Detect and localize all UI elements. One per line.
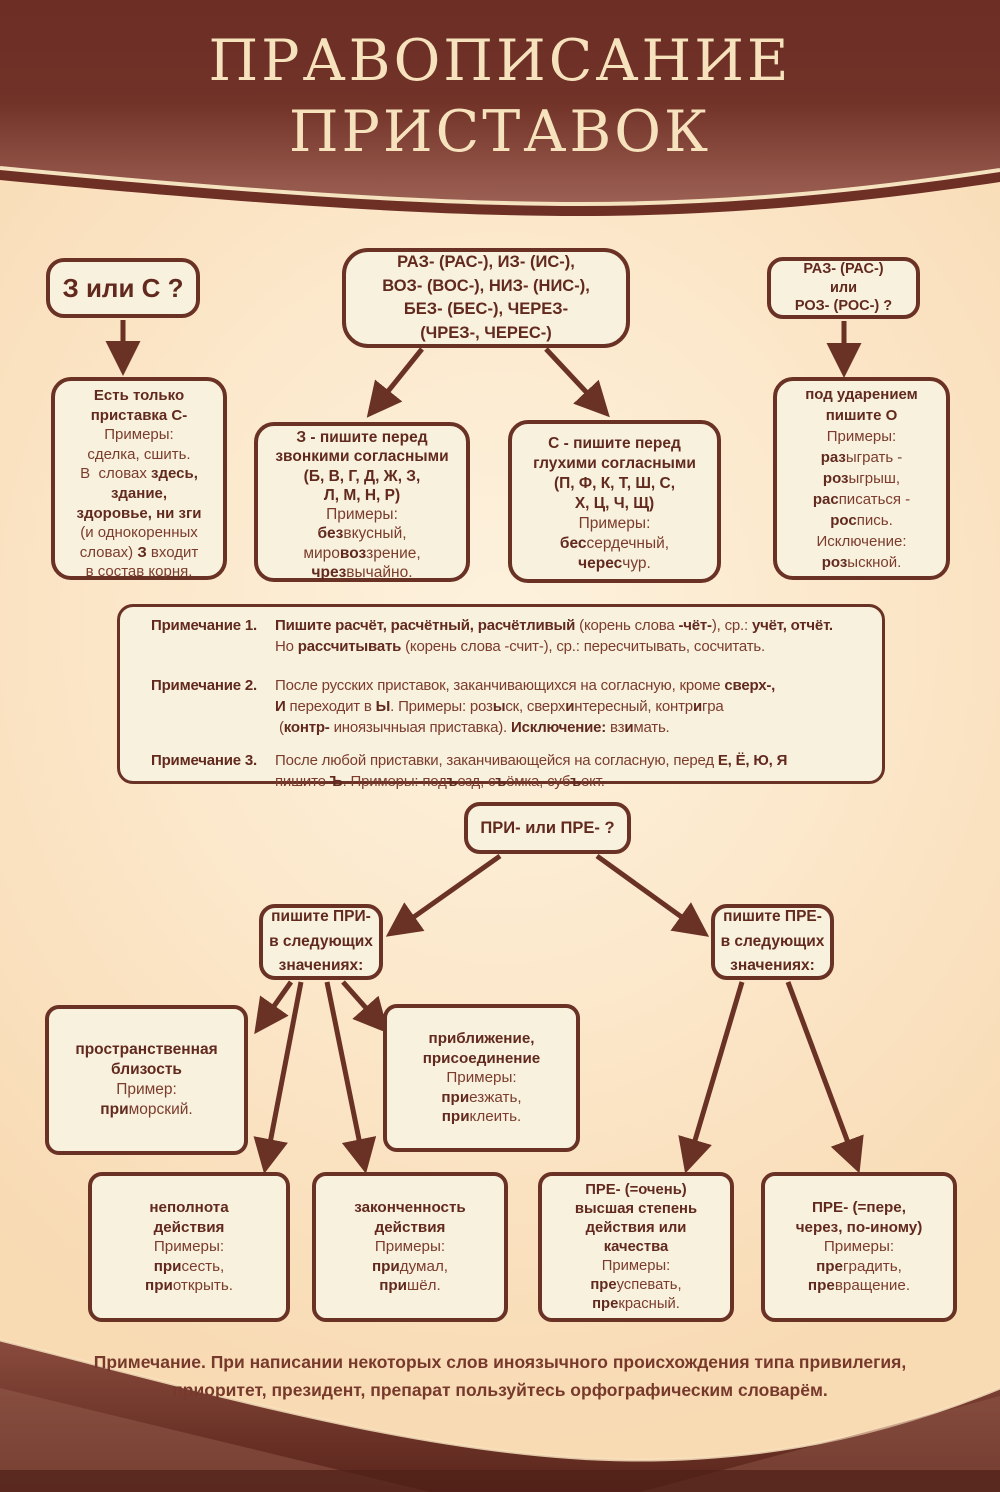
box-pri-or-pre: ПРИ- или ПРЕ- ? bbox=[464, 802, 631, 854]
box-s-rule: С - пишите перед глухими согласными (П, Ф, К, Т, Ш, С, Х, Ц, Ч, Щ) Примеры: бессердечный, чересчур. bbox=[508, 420, 721, 583]
poster-title bbox=[0, 26, 1000, 168]
box-only-s: Есть только приставка С- Примеры: сделка, сшить. В словах здесь, здание, здоровье, ни зги (и однокоренных словах) З входит в состав корня. bbox=[51, 377, 227, 580]
note-1-text: Пишите расчёт, расчётный, расчётливый (корень слова -чёт-), ср.: учёт, отчёт. Но рассчитывать (корень слова -счит-), ср.: пересчитывать, сосчитать. bbox=[275, 617, 833, 655]
box-pri-incomplete: неполнота действия Примеры: присесть, приоткрыть. bbox=[88, 1172, 290, 1322]
arrow-to-write-pre bbox=[597, 856, 701, 931]
arrow-pre-to-pere bbox=[788, 982, 856, 1164]
box-pre-pere: ПРЕ- (=пере, через, по-иному) Примеры: преградить, превращение. bbox=[761, 1172, 957, 1322]
arrow-pri-to-complete bbox=[327, 982, 364, 1164]
note-3-text: После любой приставки, заканчивающейся на согласную, перед Е, Ё, Ю, Я пишите Ъ. Примеры: подъезд, съёмка, субъект. bbox=[275, 752, 788, 790]
box-z-rule: З - пишите перед звонкими согласными (Б, В, Г, Д, Ж, З, Л, М, Н, Р) Примеры: безвкусный, мировоззрение, чрезвычайно. bbox=[254, 422, 470, 582]
arrow-pri-to-approach bbox=[343, 982, 382, 1026]
note-2-label: Примечание 2. bbox=[151, 677, 257, 694]
note-3 bbox=[151, 750, 868, 792]
box-write-pri: пишите ПРИ- в следующих значениях: bbox=[259, 904, 383, 980]
note-1-label: Примечание 1. bbox=[151, 617, 257, 634]
box-z-or-s: З или С ? bbox=[46, 258, 200, 318]
title-line-1: ПРАВОПИСАНИЕ bbox=[208, 28, 792, 94]
arrow-to-write-pri bbox=[394, 856, 500, 931]
arrow-group-to-z-rule bbox=[373, 349, 422, 410]
box-write-pre: пишите ПРЕ- в следующих значениях: bbox=[711, 904, 834, 980]
box-o-rule: под ударением пишите О Примеры: разыграть - розыгрыш, расписаться - роспись. Исключение: розыскной. bbox=[773, 377, 950, 580]
footer-dark-strip bbox=[0, 1470, 1000, 1492]
arrow-pre-to-very bbox=[688, 982, 742, 1164]
box-pri-spatial: пространственная близость Пример: приморский. bbox=[45, 1005, 248, 1155]
box-pri-approach: приближение, присоединение Примеры: приезжать, приклеить. bbox=[383, 1004, 580, 1152]
box-prefix-group: РАЗ- (РАС-), ИЗ- (ИС-), ВОЗ- (ВОС-), НИЗ- (НИС-), БЕЗ- (БЕС-), ЧЕРЕЗ- (ЧРЕЗ-, ЧЕРЕС-) bbox=[342, 248, 630, 348]
note-2 bbox=[151, 675, 868, 738]
note-3-label: Примечание 3. bbox=[151, 752, 257, 769]
box-raz-or-roz: РАЗ- (РАС-) или РОЗ- (РОС-) ? bbox=[767, 257, 920, 319]
note-2-text: После русских приставок, заканчивающихся на согласную, кроме сверх-, И переходит в Ы. Примеры: розыск, сверхинтересный, контригра (контр- иноязычныая приставка). Исключение: взимать. bbox=[275, 677, 776, 736]
notes-box bbox=[117, 604, 885, 790]
box-pre-very: ПРЕ- (=очень) высшая степень действия или качества Примеры: преуспевать, прекрасный. bbox=[538, 1172, 734, 1322]
title-line-2: ПРИСТАВОК bbox=[288, 99, 712, 165]
box-pri-complete: законченность действия Примеры: придумал, пришёл. bbox=[312, 1172, 508, 1322]
note-1 bbox=[151, 615, 868, 657]
arrow-pri-to-spatial bbox=[260, 982, 291, 1026]
bottom-note: Примечание. При написании некоторых слов иноязычного происхождения типа привилегия, приоритет, президент, препарат пользуйтесь орфографическим словарём. bbox=[93, 1352, 907, 1400]
arrow-group-to-s-rule bbox=[546, 349, 603, 410]
